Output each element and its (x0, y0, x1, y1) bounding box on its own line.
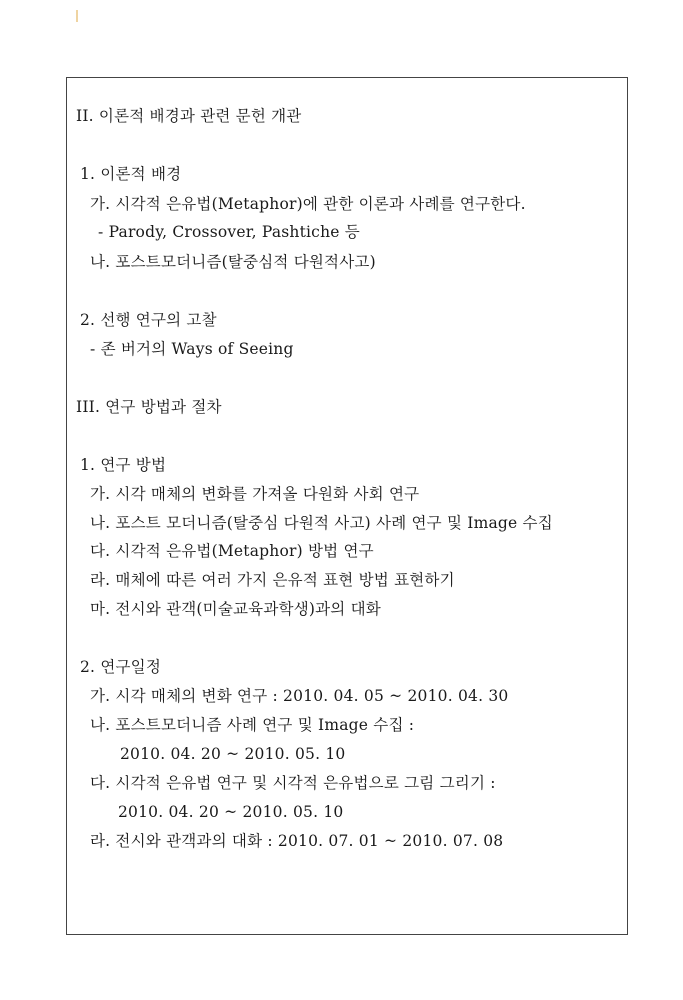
list-item: 나. 포스트모더니즘(탈중심적 다원적사고) (90, 253, 376, 271)
section-2-1-title: 1. 이론적 배경 (80, 165, 182, 183)
section-3-2-title: 2. 연구일정 (80, 658, 162, 676)
list-item: 다. 시각적 은유법 연구 및 시각적 은유법으로 그림 그리기 : (90, 774, 496, 792)
scan-artifact (76, 10, 78, 22)
section-3-title: III. 연구 방법과 절차 (76, 398, 222, 416)
section-2-title: II. 이론적 배경과 관련 문헌 개관 (76, 107, 302, 125)
list-item: 라. 매체에 따른 여러 가지 은유적 표현 방법 표현하기 (90, 571, 455, 589)
section-3-1-title: 1. 연구 방법 (80, 456, 167, 474)
list-item: 마. 전시와 관객(미술교육과학생)과의 대화 (90, 600, 381, 618)
list-item: 2010. 04. 20 ~ 2010. 05. 10 (118, 803, 344, 821)
list-item: - 존 버거의 Ways of Seeing (90, 340, 294, 358)
section-2-2-title: 2. 선행 연구의 고찰 (80, 311, 217, 329)
list-item: 가. 시각 매체의 변화 연구 : 2010. 04. 05 ~ 2010. 04. 30 (90, 687, 509, 705)
list-item: 2010. 04. 20 ~ 2010. 05. 10 (120, 745, 346, 763)
list-item: 가. 시각적 은유법(Metaphor)에 관한 이론과 사례를 연구한다. (90, 195, 526, 213)
list-item: 나. 포스트 모더니즘(탈중심 다원적 사고) 사례 연구 및 Image 수집 (90, 514, 553, 532)
list-item: 가. 시각 매체의 변화를 가져올 다원화 사회 연구 (90, 485, 420, 503)
list-item: - Parody, Crossover, Pashtiche 등 (98, 223, 360, 241)
list-item: 라. 전시와 관객과의 대화 : 2010. 07. 01 ~ 2010. 07. 08 (90, 832, 504, 850)
list-item: 나. 포스트모더니즘 사례 연구 및 Image 수집 : (90, 716, 415, 734)
list-item: 다. 시각적 은유법(Metaphor) 방법 연구 (90, 542, 374, 560)
